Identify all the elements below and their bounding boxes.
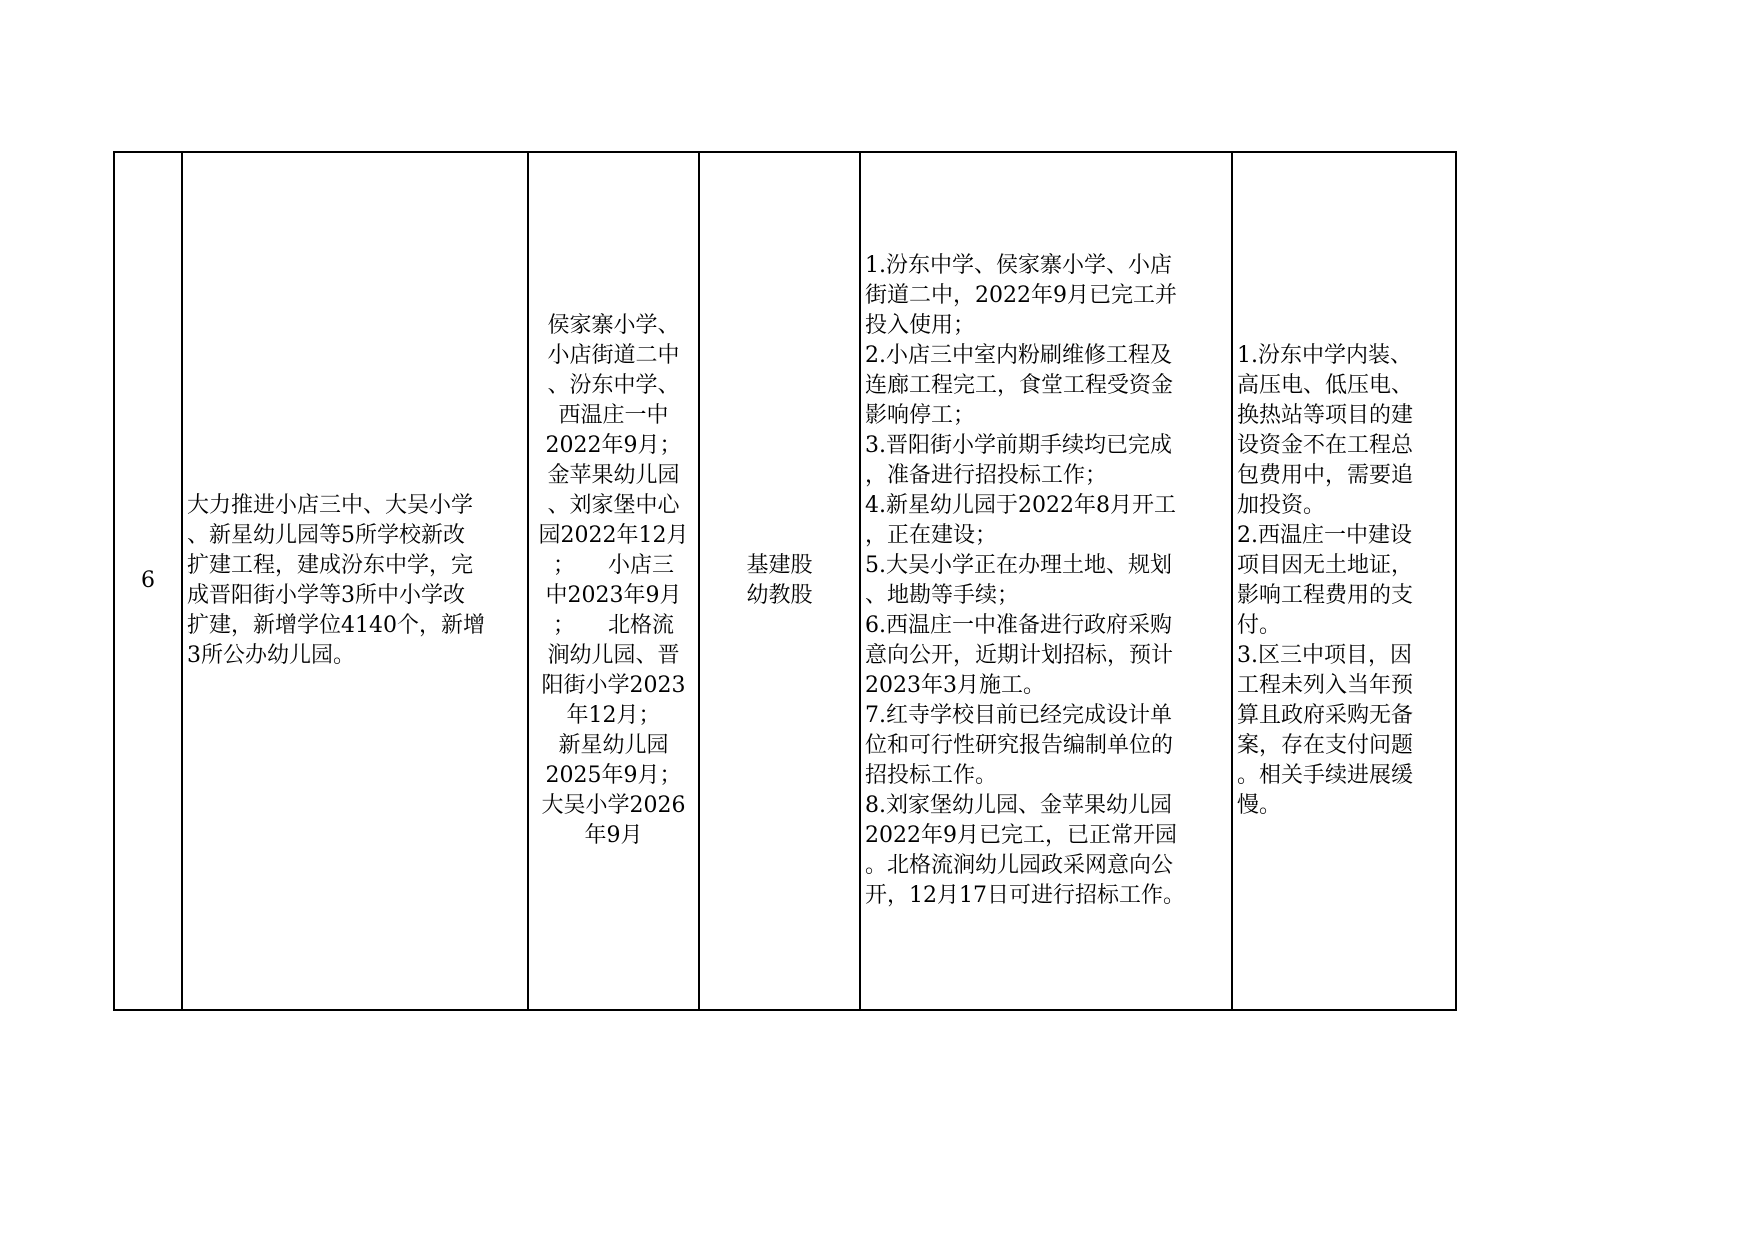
progress-line: 5.大吴小学正在办理土地、规划 <box>865 553 1172 578</box>
schedule-line: 侯家寨小学、 <box>547 313 680 338</box>
progress-line: 投入使用； <box>865 313 976 338</box>
progress-line: 招投标工作。 <box>865 763 998 788</box>
department-cell <box>699 152 860 1010</box>
progress-cell <box>860 152 1232 1010</box>
schedule-cell <box>528 152 699 1010</box>
department-line: 基建股 <box>746 553 813 578</box>
progress-line: 3.晋阳街小学前期手续均已完成 <box>865 433 1172 458</box>
schedule-line: 中2023年9月 <box>545 583 682 608</box>
department-line: 幼教股 <box>746 583 813 608</box>
issue-line: 工程未列入当年预 <box>1237 673 1414 698</box>
issue-line: 包费用中，需要追 <box>1237 463 1414 488</box>
task-table <box>113 151 1457 1011</box>
issue-line: 项目因无土地证， <box>1237 553 1414 578</box>
task-line: 大力推进小店三中、大吴小学 <box>187 493 474 518</box>
progress-line: 街道二中，2022年9月已完工并 <box>865 283 1177 308</box>
schedule-line: ； 北格流 <box>552 613 674 638</box>
progress-line: ，正在建设； <box>865 523 998 548</box>
issue-line: 付。 <box>1237 613 1282 638</box>
task-cell <box>182 152 528 1010</box>
schedule-line: 、汾东中学、 <box>547 373 680 398</box>
issue-line: 。相关手续进展缓 <box>1237 763 1414 788</box>
task-line: 扩建工程，建成汾东中学，完 <box>187 553 474 578</box>
issue-line: 算且政府采购无备 <box>1237 703 1414 728</box>
schedule-line: 阳街小学2023 <box>541 673 686 698</box>
issue-line: 换热站等项目的建 <box>1237 403 1414 428</box>
task-line: 、新星幼儿园等5所学校新改 <box>187 523 465 548</box>
progress-line: ，准备进行招投标工作； <box>865 463 1108 488</box>
issue-line: 案，存在支付问题 <box>1237 733 1414 758</box>
progress-line: 意向公开，近期计划招标，预计 <box>865 643 1174 668</box>
progress-line: 开，12月17日可进行招标工作。 <box>865 883 1185 908</box>
schedule-line: 年12月； <box>566 703 661 728</box>
progress-line: 影响停工； <box>865 403 976 428</box>
progress-line: 位和可行性研究报告编制单位的 <box>865 733 1174 758</box>
schedule-line: 西温庄一中 <box>558 403 669 428</box>
progress-line: 、地勘等手续； <box>865 583 1020 608</box>
issue-line: 影响工程费用的支 <box>1237 583 1414 608</box>
issue-line: 慢。 <box>1237 793 1282 818</box>
issue-line: 3.区三中项目，因 <box>1237 643 1412 668</box>
schedule-line: 大吴小学2026 <box>541 793 686 818</box>
task-line: 3所公办幼儿园。 <box>187 643 355 668</box>
schedule-line: 金苹果幼儿园 <box>547 463 680 488</box>
progress-line: 7.红寺学校目前已经完成设计单 <box>865 703 1172 728</box>
issue-line: 2.西温庄一中建设 <box>1237 523 1412 548</box>
schedule-line: 涧幼儿园、晋 <box>547 643 680 668</box>
issue-line: 加投资。 <box>1237 493 1326 518</box>
progress-line: 4.新星幼儿园于2022年8月开工 <box>865 493 1176 518</box>
schedule-line: 2022年9月； <box>545 433 682 458</box>
progress-line: 2022年9月已完工，已正常开园 <box>865 823 1177 848</box>
schedule-line: ； 小店三 <box>552 553 674 578</box>
progress-line: 8.刘家堡幼儿园、金苹果幼儿园 <box>865 793 1172 818</box>
issue-line: 设资金不在工程总 <box>1237 433 1414 458</box>
row-number: 6 <box>141 568 155 593</box>
task-line: 成晋阳街小学等3所中小学改 <box>187 583 465 608</box>
schedule-line: 、刘家堡中心 <box>547 493 680 518</box>
progress-line: 连廊工程完工，食堂工程受资金 <box>865 373 1174 398</box>
row-number-cell <box>114 152 182 1010</box>
task-line: 扩建，新增学位4140个，新增 <box>187 613 485 638</box>
schedule-line: 小店街道二中 <box>547 343 680 368</box>
progress-line: 2023年3月施工。 <box>865 673 1045 698</box>
issue-line: 1.汾东中学内装、 <box>1237 343 1412 368</box>
schedule-line: 园2022年12月 <box>538 523 689 548</box>
progress-line: 。北格流涧幼儿园政采网意向公 <box>865 853 1174 878</box>
progress-line: 6.西温庄一中准备进行政府采购 <box>865 613 1172 638</box>
schedule-line: 2025年9月； <box>545 763 682 788</box>
progress-line: 2.小店三中室内粉刷维修工程及 <box>865 343 1172 368</box>
issue-line: 高压电、低压电、 <box>1237 373 1414 398</box>
schedule-line: 新星幼儿园 <box>558 733 669 758</box>
table-row <box>114 152 1456 1010</box>
schedule-line: 年9月 <box>584 823 643 848</box>
progress-line: 1.汾东中学、侯家寨小学、小店 <box>865 253 1172 278</box>
issues-cell <box>1232 152 1456 1010</box>
